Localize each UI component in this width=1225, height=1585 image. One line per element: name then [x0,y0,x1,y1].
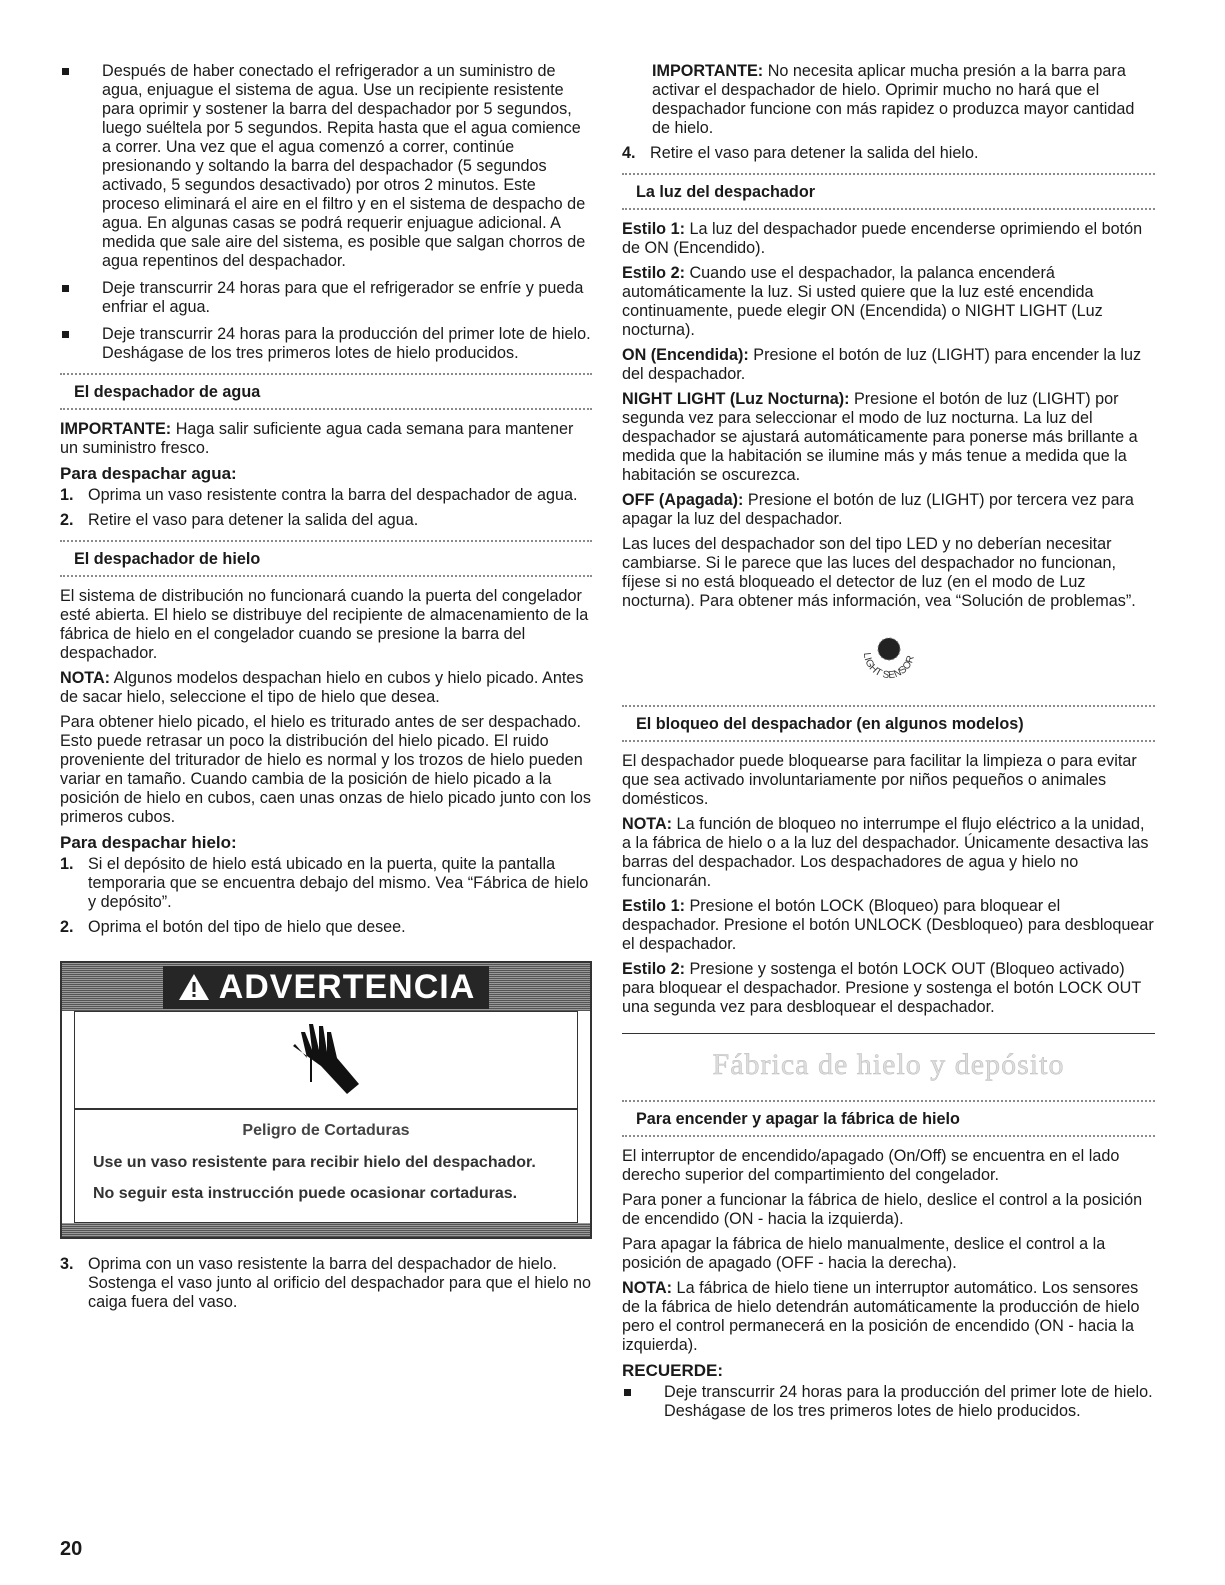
maker-paragraph: El interruptor de encendido/apagado (On/Off) se encuentra en el lado derecho superior del compartimiento del congelador. [622,1147,1120,1184]
bullet-item: Deje transcurrir 24 horas para la producción del primer lote de hielo. Deshágase de los tres primeros lotes de hielo producidos. [622,1383,1155,1421]
section-title: El bloqueo del despachador (en algunos modelos) [636,715,1024,733]
bullet-item: Después de haber conectado el refrigerador a un suministro de agua, enjuague el sistema de agua. Use un recipiente resistente para oprimir y sostener la barra del despachador por 5 segundos, luego suéltela por 5 segundos. Repita hasta que el agua comience a correr. Una vez que el agua comenzó a correr, continúe presionando y soltando la barra del despachador (5 segundos activado, 5 segundos desactivado) por otros 2 minutos. Este proceso eliminará el aire en el filtro y en el sistema de despacho de agua. En algunas casas se podrá requerir enjuague adicional. A medida que sale aire del sistema, es posible que salgan chorros de agua repentinos del despachador. [60,62,592,271]
bullet-square-icon [62,285,69,292]
section-header-ice [60,540,592,579]
right-column [622,62,1155,1429]
ice-important: IMPORTANTE: No necesita aplicar mucha presión a la barra para activar el despachador de hielo. Oprimir mucho no hará que el despachador funcione con más rapidez o produzca mayor cantidad de hielo. [652,62,1135,137]
warning-triangle-icon [177,972,211,1002]
light-paragraph: Las luces del despachador son del tipo LED y no deberían necesitar cambiarse. Si le parece que las luces del despachador no funcionan, fíjese si no está bloqueado el detector de luz (en el modo de Luz nocturna). Para obtener más información, vea “Solución de problemas”. [622,535,1136,610]
warning-subtitle: Peligro de Cortaduras [242,1122,410,1139]
warning-line: No seguir esta instrucción puede ocasionar cortaduras. [93,1185,518,1202]
step-item: 2. Retire el vaso para detener la salida del agua. [60,511,419,529]
warning-title: ADVERTENCIA [218,967,476,1006]
section-header-lock [622,705,1155,744]
step-item: 4. Retire el vaso para detener la salida del hielo. [622,144,979,162]
light-sensor-graphic [622,631,1155,691]
ice-step-3 [60,1255,592,1312]
maker-paragraph: Para poner a funcionar la fábrica de hielo, deslice el control a la posición de encendido (ON - hacia la izquierda). [622,1191,1143,1228]
lock-item: Estilo 2: Presione y sostenga el botón LOCK OUT (Bloqueo activado) para bloquear el despachador. Presione y sostenga el botón LOCK OUT una segunda vez para desbloquear el despachador. [622,960,1141,1016]
lock-paragraph: El despachador puede bloquearse para facilitar la limpieza o para evitar que sea activado involuntariamente por niños pequeños o animales domésticos. [622,752,1137,808]
section-title: El despachador de agua [74,383,261,401]
intro-bullets [60,62,592,363]
lock-item: NOTA: La función de bloqueo no interrumpe el flujo eléctrico a la unidad, a la fábrica de hielo o a la luz del despachador. Únicamente desactiva las barras del despachador. Los despachadores de agua y hielo no funcionarán. [622,815,1149,890]
ice-heading: Para despachar hielo: [60,833,237,852]
ice-paragraph: Para obtener hielo picado, el hielo es triturado antes de ser despachado. Esto puede retrasar un poco la distribución del hielo picado. El ruido proveniente del triturador de hielo es normal y los trozos de hielo pueden variar en tamaño. Cuando cambia de la posición de hielo picado a la posición de hielo en cubos, caen unas onzas de hielo picado junto con los primeros cubos. [60,713,591,826]
light-item: NIGHT LIGHT (Luz Nocturna): Presione el botón de luz (LIGHT) por segunda vez para seleccionar el modo de luz nocturna. La luz del despachador se ajustará automáticamente para ponerse más brillante a medida que la habitación se ilumine más y más tenue a medida que la habitación se oscurezca. [622,390,1138,484]
chapter-title: Fábrica de hielo y depósito [622,1033,1155,1090]
section-header-icemaker [622,1100,1155,1139]
svg-text:LIGHT SENSOR: LIGHT SENSOR [860,652,917,682]
page-number: 20 [60,1538,83,1560]
section-header-water [60,373,592,412]
light-sensor-icon [854,631,924,691]
ice-step-4 [622,144,1155,163]
section-title: Para encender y apagar la fábrica de hielo [636,1110,960,1128]
section-header-light [622,173,1155,212]
light-item: OFF (Apagada): Presione el botón de luz (LIGHT) por tercera vez para apagar la luz del despachador. [622,491,1134,528]
bullet-square-icon [62,331,69,338]
warning-line: Use un vaso resistente para recibir hielo del despachador. [93,1154,536,1171]
step-item: 3. Oprima con un vaso resistente la barra del despachador de hielo. Sostenga el vaso junto al orificio del despachador para que el hielo no caiga fuera del vaso. [60,1255,592,1311]
light-item: Estilo 1: La luz del despachador puede encenderse oprimiendo el botón de ON (Encendido). [622,220,1143,257]
bullet-square-icon [624,1389,631,1396]
light-item: Estilo 2: Cuando use el despachador, la palanca encenderá automáticamente la luz. Si usted quiere que la luz esté encendida continuamente, puede elegir ON (Encendida) o NIGHT LIGHT (Luz nocturna). [622,264,1103,339]
left-column [60,62,592,1318]
bullet-square-icon [62,68,69,75]
recuerde-heading: RECUERDE: [622,1361,724,1380]
lock-item: Estilo 1: Presione el botón LOCK (Bloqueo) para bloquear el despachador. Presione el botón UNLOCK (Desbloqueo) para desbloquear el despachador. [622,897,1154,953]
ice-paragraph: El sistema de distribución no funcionará cuando la puerta del congelador esté abierta. El hielo se distribuye del recipiente de almacenamiento de la fábrica de hielo en el congelador cuando se presione la barra del despachador. [60,587,589,662]
water-heading: Para despachar agua: [60,464,237,483]
water-important: IMPORTANTE: Haga salir suficiente agua cada semana para mantener un suministro fresco. [60,420,574,457]
hand-cut-icon [281,1018,371,1102]
warning-box [60,961,592,1239]
step-item: 1. Oprima un vaso resistente contra la barra del despachador de agua. [60,486,578,504]
maker-paragraph: Para apagar la fábrica de hielo manualmente, deslice el control a la posición de apagado (OFF - hacia la derecha). [622,1235,1106,1272]
ice-nota: NOTA: Algunos modelos despachan hielo en cubos y hielo picado. Antes de sacar hielo, seleccione el tipo de hielo que desea. [60,669,584,706]
ice-steps [60,855,592,937]
water-steps [60,486,592,530]
bullet-item: Deje transcurrir 24 horas para la producción del primer lote de hielo. Deshágase de los tres primeros lotes de hielo producidos. [60,325,592,363]
light-item: ON (Encendida): Presione el botón de luz (LIGHT) para encender la luz del despachador. [622,346,1142,383]
bullet-item: Deje transcurrir 24 horas para que el refrigerador se enfríe y pueda enfriar el agua. [60,279,592,317]
maker-nota: NOTA: La fábrica de hielo tiene un interruptor automático. Los sensores de la fábrica de hielo detendrán automáticamente la producción de hielo pero el control permanecerá en la posición de encendido (ON - hacia la izquierda). [622,1279,1140,1354]
warning-header [62,963,590,1011]
recuerde-bullets [622,1383,1155,1421]
step-item: 2. Oprima el botón del tipo de hielo que desee. [60,918,406,936]
section-title: El despachador de hielo [74,550,261,568]
step-item: 1. Si el depósito de hielo está ubicado en la puerta, quite la pantalla temporaria que se encuentra debajo del mismo. Vea “Fábrica de hielo y depósito”. [60,855,589,911]
section-title: La luz del despachador [636,183,816,201]
